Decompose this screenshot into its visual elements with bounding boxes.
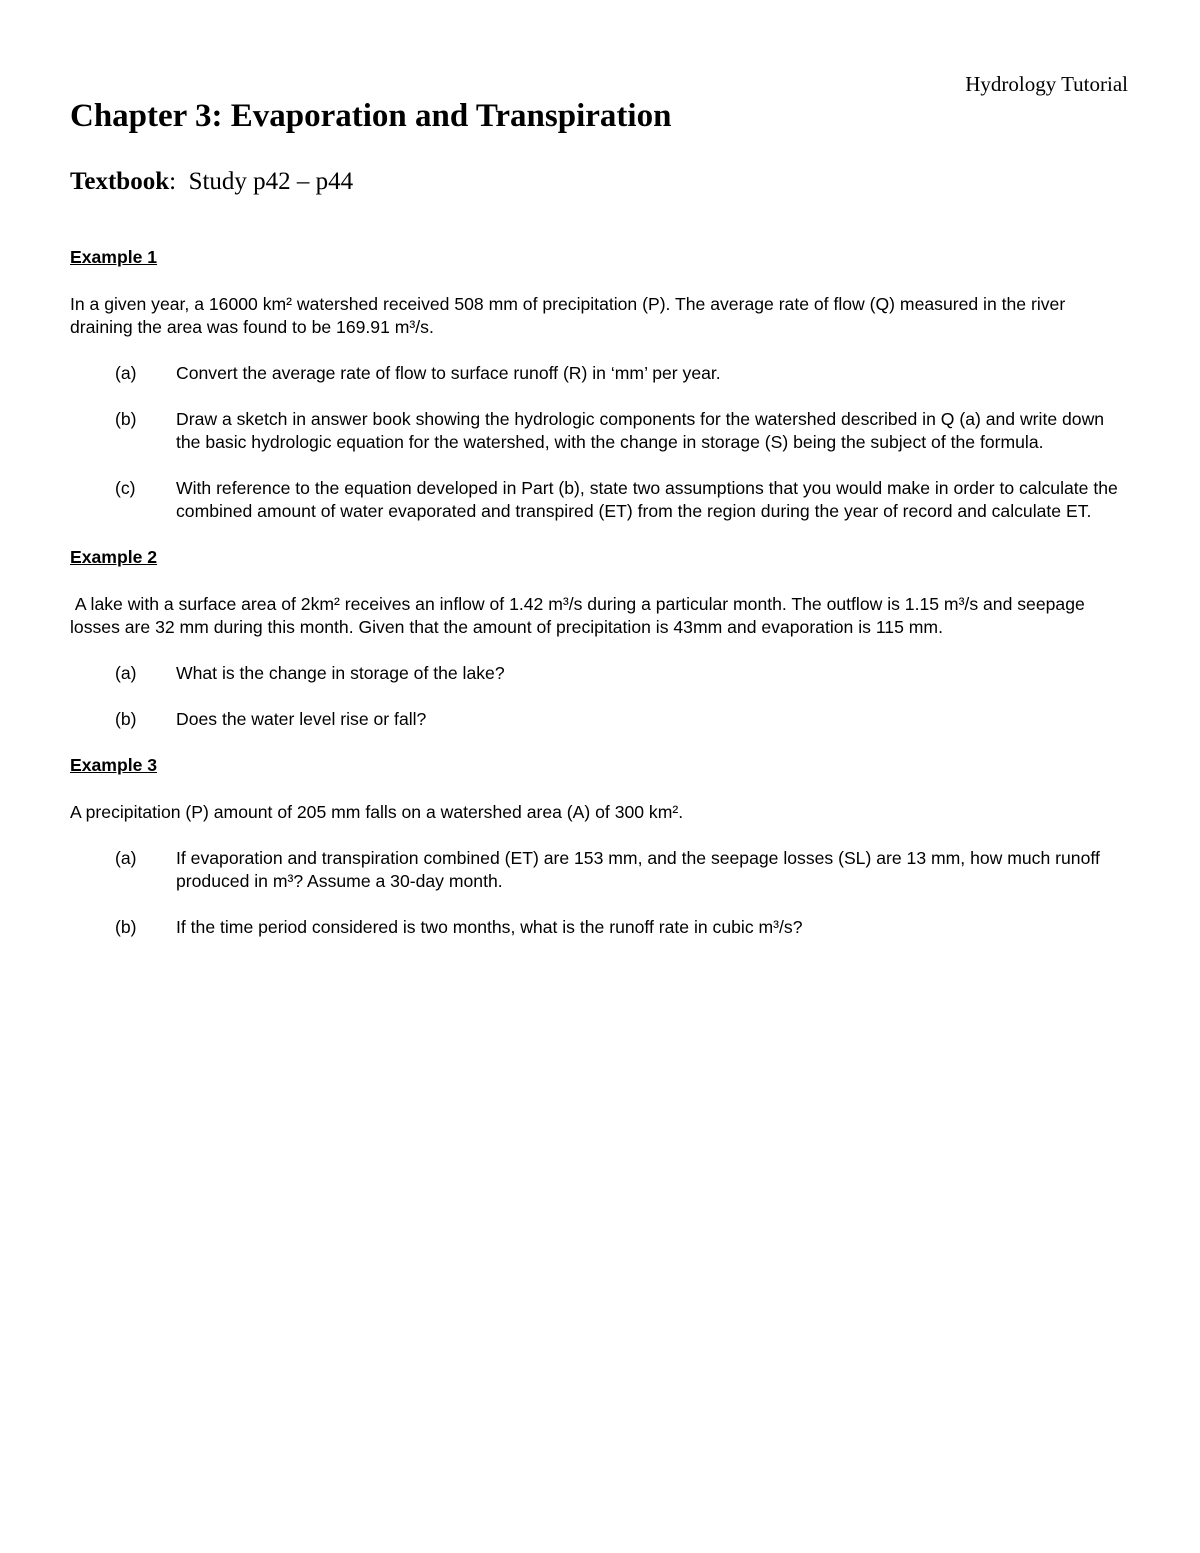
question-part [70,408,1132,454]
question-part [70,847,1132,893]
textbook-reference [70,168,353,196]
question-part [70,916,1132,939]
question-part [70,662,1132,685]
part-label: (b) [115,709,137,729]
question-part [70,708,1132,731]
chapter-title: Chapter 3: Evaporation and Transpiration [70,98,672,134]
part-text: With reference to the equation developed in Part (b), state two assumptions that you would make in order to calculate the combined amount of water evaporated and transpired (ET) from the region during the year of record and calculate ET. [176,478,1118,521]
part-text: If evaporation and transpiration combined (ET) are 153 mm, and the seepage losses (SL) are 13 mm, how much runoff produced in m³? Assume a 30-day month. [176,848,1100,891]
example-intro: A lake with a surface area of 2km² receives an inflow of 1.42 m³/s during a particular month. The outflow is 1.15 m³/s and seepage losses are 32 mm during this month. Given that the amount of precipitation is 43mm and evaporation is 115 mm. [70,594,1085,637]
example-heading: Example 3 [70,755,158,775]
example-section [70,546,1132,731]
part-label: (a) [115,848,137,868]
textbook-colon: : [169,168,177,195]
example-intro: In a given year, a 16000 km² watershed received 508 mm of precipitation (P). The average rate of flow (Q) measured in the river draining the area was found to be 169.91 m³/s. [70,294,1066,337]
part-text: Does the water level rise or fall? [176,709,427,729]
example-section [70,246,1132,523]
example-heading: Example 1 [70,247,158,267]
part-text: If the time period considered is two months, what is the runoff rate in cubic m³/s? [176,917,803,937]
example-heading: Example 2 [70,547,158,567]
question-parts [70,662,1132,731]
running-header: Hydrology Tutorial [965,72,1128,96]
part-text: Draw a sketch in answer book showing the hydrologic components for the watershed described in Q (a) and write down the basic hydrologic equation for the watershed, with the change in storage (S) being the subject of the formula. [176,409,1105,452]
question-parts [70,847,1132,939]
question-part [70,362,1132,385]
part-text: What is the change in storage of the lake? [176,663,505,683]
part-label: (a) [115,663,137,683]
example-section [70,754,1132,939]
question-parts [70,362,1132,523]
example-intro: A precipitation (P) amount of 205 mm falls on a watershed area (A) of 300 km². [70,802,684,822]
part-label: (c) [115,478,136,498]
question-part [70,477,1132,523]
textbook-label: Textbook [70,168,170,195]
part-label: (a) [115,363,137,383]
textbook-pages: Study p42 – p44 [188,168,354,195]
part-text: Convert the average rate of flow to surface runoff (R) in ‘mm’ per year. [176,363,721,383]
content-body [70,246,1132,962]
part-label: (b) [115,409,137,429]
part-label: (b) [115,917,137,937]
